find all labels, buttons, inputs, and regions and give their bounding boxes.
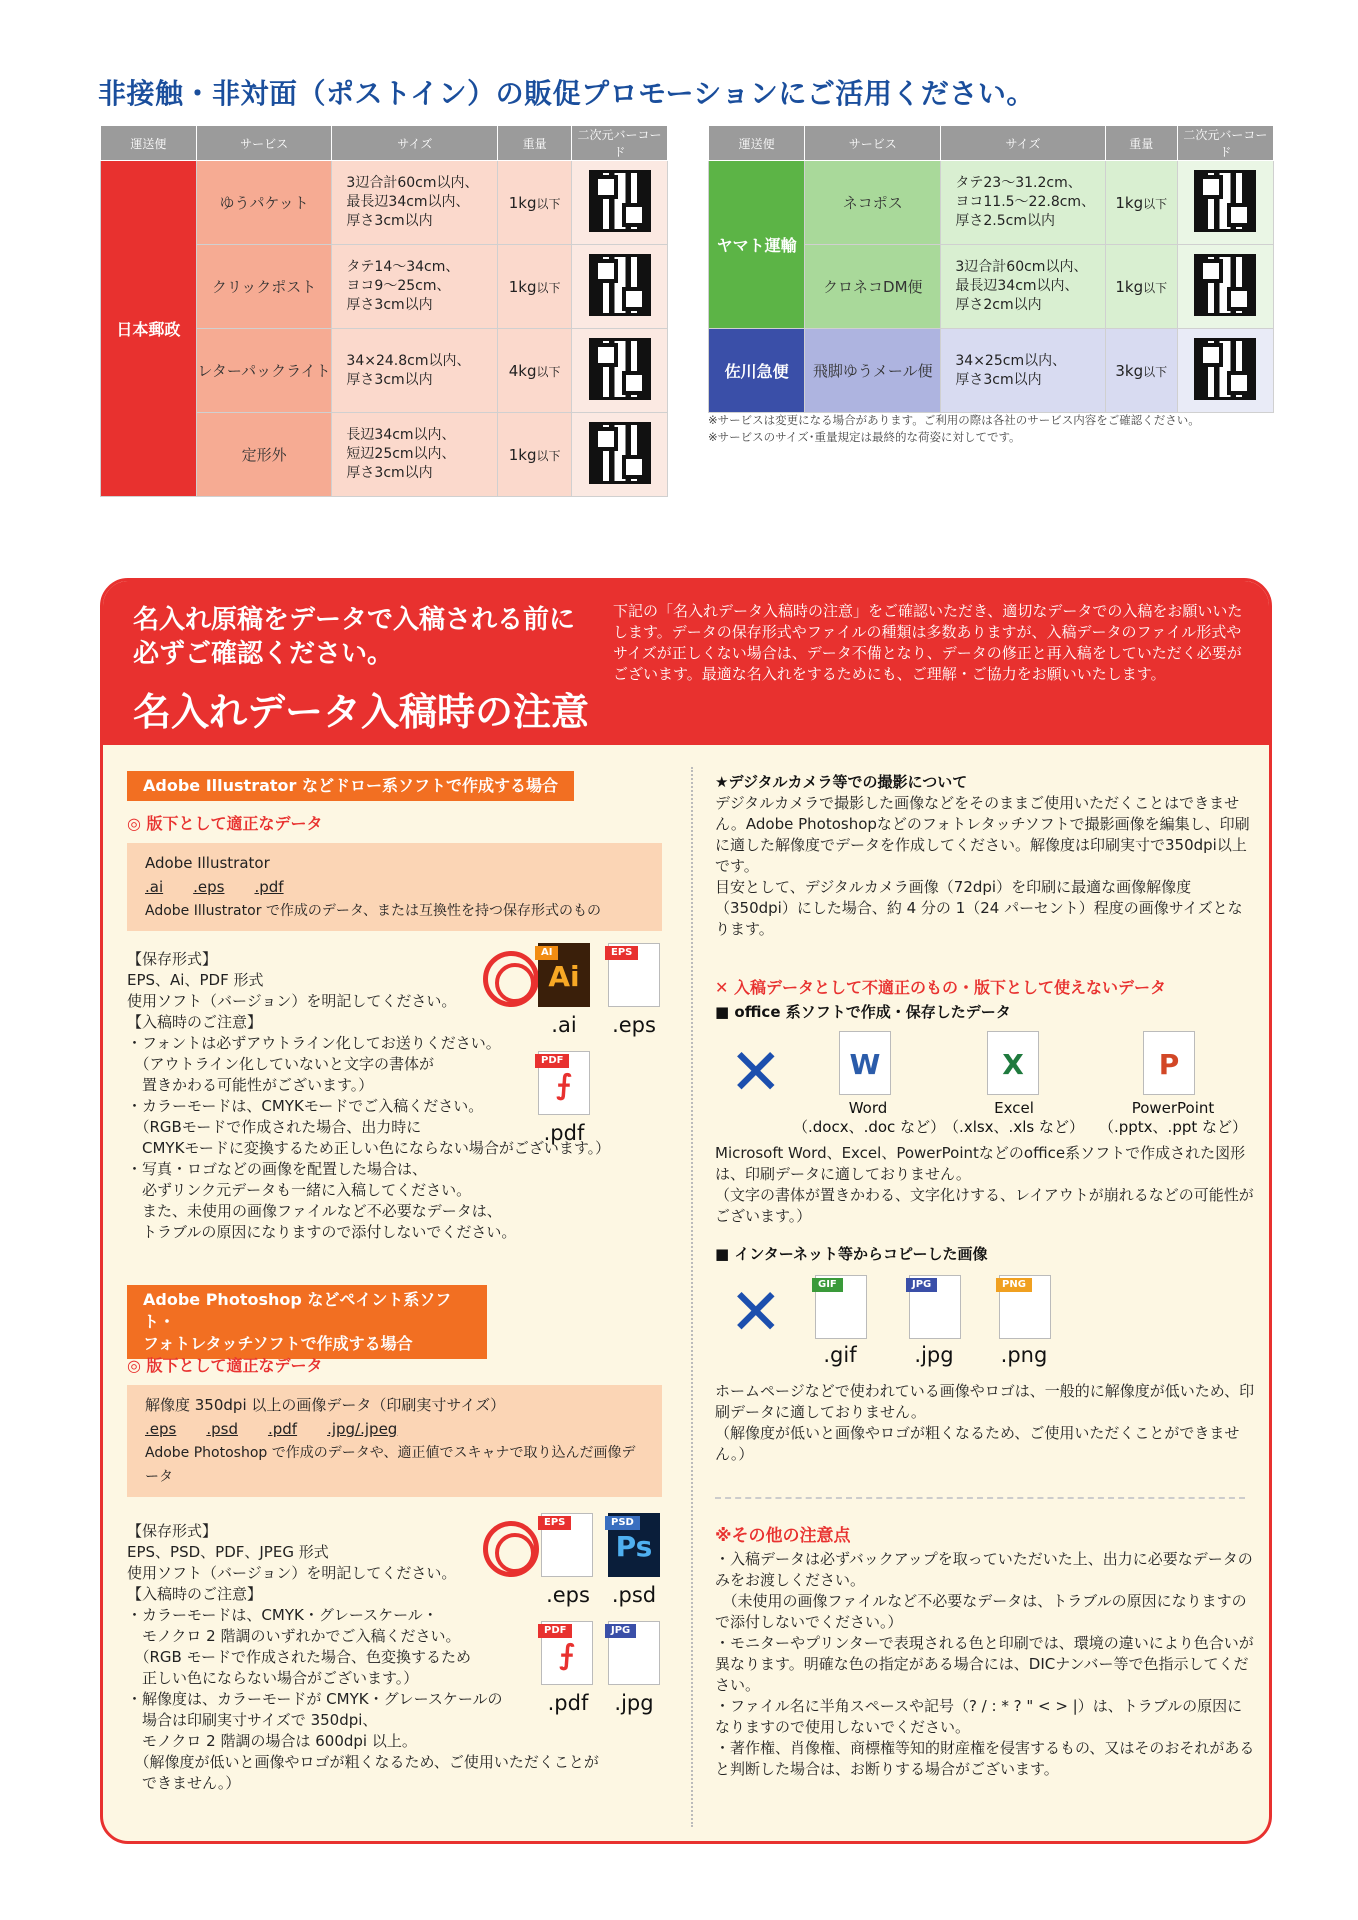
header-service: サービス	[196, 126, 332, 161]
photoshop-ext-list: .eps .psd .pdf .jpg/.jpeg	[145, 1420, 398, 1438]
qr-code-icon	[1194, 254, 1256, 316]
header-service: サービス	[805, 126, 941, 161]
powerpoint-file-icon: P	[1143, 1031, 1195, 1095]
caution-panel	[100, 578, 1272, 1844]
word-label: Word （.docx、.doc など）	[793, 1099, 946, 1136]
illustrator-format-box: Adobe Illustrator .ai .eps .pdf Adobe Illustrator で作成のデータ、または互換性を持つ保存形式のもの	[127, 843, 662, 931]
other-body: ・入稿データは必ずバックアップを取っていただいた上、出力に必要なデータのみをお渡しください。 （未使用の画像ファイルなど不必要なデータは、トラブルの原因になりますので添付しないでください。） ・モニターやプリンターで表現される色と印刷では、環境の違いにより色合いが異なります。明確な色の指定がある場合には、DICナンバー等で色指示してください。 ・ファイル名に半角スペースや記号（? / : * ? " < > |）は、トラブルの原因になりますので使用しないでください。 ・著作権、肖像権、商標権等知的財産権を侵害するもの、又はそのおそれがあると判断した場合は、お断りする場合がございます。	[715, 1550, 1255, 1778]
ng-x-icon: ✕	[729, 1036, 783, 1110]
qr-code[interactable]	[572, 413, 668, 497]
yamato-sagawa-table	[708, 125, 1274, 413]
header-barcode: 二次元バーコード	[1177, 126, 1273, 161]
service-notes: ※サービスは変更になる場合があります。ご利用の際は各社のサービス内容をご確認ください。 ※サービスのサイズ･重量規定は最終的な荷姿に対してです。	[708, 413, 1200, 444]
size-cell: 34×25cm以内、 厚さ3cm以内	[941, 329, 1105, 413]
carrier-japanpost: 日本郵政	[101, 161, 197, 497]
header-weight: 重量	[498, 126, 572, 161]
photoshop-section-bar: Adobe Photoshop などペイント系ソフト・ フォトレタッチソフトで作成する場合	[127, 1285, 487, 1359]
header-carrier: 運送便	[709, 126, 805, 161]
powerpoint-label: PowerPoint （.pptx、.ppt など）	[1098, 1099, 1248, 1136]
service-name: クリックポスト	[196, 245, 332, 329]
png-file-icon: PNG	[999, 1275, 1051, 1339]
excel-label: Excel （.xlsx、.xls など）	[944, 1099, 1084, 1136]
web-body: ホームページなどで使われている画像やロゴは、一般的に解像度が低いため、印刷データに適しておりません。 （解像度が低いと画像やロゴが粗くなるため、ご使用いただくことができません。）	[715, 1382, 1255, 1463]
office-title: ■ office 系ソフトで作成・保存したデータ	[715, 1003, 1011, 1021]
gif-file-icon: GIF	[815, 1275, 867, 1339]
weight-cell: 1kg以下	[498, 413, 572, 497]
camera-body: デジタルカメラで撮影した画像などをそのままご使用いただくことはできません。Adobe Photoshopなどのフォトレタッチソフトで撮影画像を編集し、印刷に適した解像度でデータを作成してください。解像度は印刷実寸で350dpi以上です。 目安として、デジタルカメラ画像（72dpi）を印刷に最適な画像解像度（350dpi）にした場合、約 4 分の 1（24 パーセント）程度の画像サイズとなります。	[715, 794, 1250, 938]
header-barcode: 二次元バーコード	[572, 126, 668, 161]
ok-ring-icon	[483, 951, 539, 1007]
size-cell: タテ14～34cm、 ヨコ9～25cm、 厚さ3cm以内	[332, 245, 498, 329]
illustrator-subtitle: ◎ 版下として適正なデータ	[127, 814, 323, 833]
column-divider	[691, 767, 693, 1827]
pdf-ext-label: .pdf	[543, 1121, 585, 1145]
jpg-ext-label: .jpg	[614, 1691, 654, 1715]
size-cell: 長辺34cm以内、 短辺25cm以内、 厚さ3cm以内	[332, 413, 498, 497]
qr-code[interactable]	[1177, 161, 1273, 245]
png-ext-label: .png	[1000, 1343, 1048, 1367]
weight-cell: 1kg以下	[498, 161, 572, 245]
qr-code[interactable]	[572, 245, 668, 329]
japanpost-table	[100, 125, 668, 497]
illustrator-body: 【保存形式】 EPS、Ai、PDF 形式 使用ソフト（バージョン）を明記してください。 【入稿時のご注意】 ・フォントは必ずアウトライン化してお送りください。 （アウトライン化していないと文字の書体が 置きかわる可能性がございます。） ・カラーモードは、CMYKモードでご入稿ください。 （RGBモードで作成された場合、出力時に CMYKモードに変換するため正しい色にならない場合がございます。） ・写真・ロゴなどの画像を配置した場合は、 必ずリンク元データも一緒に入稿してください。 また、未使用の画像ファイルなど不必要なデータは、 トラブルの原因になりますので添付しないでください。	[127, 950, 611, 1241]
photoshop-format-box: 解像度 350dpi 以上の画像データ（印刷実寸サイズ） .eps .psd .pdf .jpg/.jpeg Adobe Photoshop で作成のデータや、適正値でスキャナで取り込んだ画像データ	[127, 1385, 662, 1497]
header-weight: 重量	[1105, 126, 1177, 161]
ok-ring-icon	[483, 1521, 539, 1577]
qr-code[interactable]	[1177, 245, 1273, 329]
panel-heading: 名入れ原稿をデータで入稿される前に 必ずご確認ください。	[133, 605, 576, 669]
section-divider	[715, 1497, 1245, 1499]
ai-ext-label: .ai	[551, 1013, 577, 1037]
weight-cell: 1kg以下	[1105, 245, 1177, 329]
eps-file-icon: EPS	[608, 943, 660, 1007]
carrier-sagawa: 佐川急便	[709, 329, 805, 413]
carrier-yamato: ヤマト運輸	[709, 161, 805, 329]
camera-title: ★デジタルカメラ等での撮影について	[715, 773, 968, 791]
ng-title: ✕ 入稿データとして不適正のもの・版下として使えないデータ	[715, 978, 1166, 997]
jpg-ext-label: .jpg	[914, 1343, 954, 1367]
qr-code-icon	[589, 338, 651, 400]
qr-code-icon	[1194, 170, 1256, 232]
weight-cell: 4kg以下	[498, 329, 572, 413]
service-name: レターパックライト	[196, 329, 332, 413]
header-size: サイズ	[941, 126, 1105, 161]
psd-ext-label: .psd	[611, 1583, 657, 1607]
illustrator-ext-list: .ai .eps .pdf	[145, 878, 284, 896]
weight-cell: 1kg以下	[498, 245, 572, 329]
service-name: ゆうパケット	[196, 161, 332, 245]
pdf-file-icon: PDF ⨍	[538, 1051, 590, 1115]
size-cell: 3辺合計60cm以内、 最長辺34cm以内、 厚さ3cm以内	[332, 161, 498, 245]
pdf-ext-label: .pdf	[547, 1691, 589, 1715]
qr-code[interactable]	[572, 161, 668, 245]
pdf-file-icon: PDF ⨍	[541, 1621, 593, 1685]
service-name: ネコポス	[805, 161, 941, 245]
jpg-file-icon: JPG	[608, 1621, 660, 1685]
qr-code-icon	[1194, 338, 1256, 400]
service-name: 飛脚ゆうメール便	[805, 329, 941, 413]
illustrator-section-bar: Adobe Illustrator などドロー系ソフトで作成する場合	[127, 771, 574, 801]
excel-file-icon: X	[987, 1031, 1039, 1095]
weight-cell: 3kg以下	[1105, 329, 1177, 413]
eps-ext-label: .eps	[546, 1583, 590, 1607]
eps-file-icon: EPS	[541, 1513, 593, 1577]
psd-file-icon: PSD Ps	[608, 1513, 660, 1577]
qr-code-icon	[589, 170, 651, 232]
qr-code-icon	[589, 254, 651, 316]
qr-code-icon	[589, 422, 651, 484]
photoshop-subtitle: ◎ 版下として適正なデータ	[127, 1356, 323, 1375]
size-cell: タテ23～31.2cm、 ヨコ11.5～22.8cm、 厚さ2.5cm以内	[941, 161, 1105, 245]
qr-code[interactable]	[1177, 329, 1273, 413]
panel-description: 下記の「名入れデータ入稿時の注意」をご確認いただき、適切なデータでの入稿をお願いいたします。データの保存形式やファイルの種類は多数ありますが、入稿データのファイル形式やサイズが正しくない場合は、データ不備となり、データの修正と再入稿をしていただく必要がございます。最適な名入れをするためにも、ご理解・ご協力をお願いいたします。	[613, 602, 1243, 683]
panel-header	[103, 581, 1269, 745]
gif-ext-label: .gif	[823, 1343, 857, 1367]
other-title: ※その他の注意点	[715, 1526, 851, 1546]
page-title: 非接触・非対面（ポストイン）の販促プロモーションにご活用ください。	[98, 77, 1035, 110]
eps-ext-label: .eps	[612, 1013, 656, 1037]
web-title: ■ インターネット等からコピーした画像	[715, 1245, 988, 1263]
header-size: サイズ	[332, 126, 498, 161]
ng-x-icon: ✕	[729, 1276, 783, 1350]
ai-file-icon: AI Ai	[538, 943, 590, 1007]
size-cell: 34×24.8cm以内、 厚さ3cm以内	[332, 329, 498, 413]
weight-cell: 1kg以下	[1105, 161, 1177, 245]
word-file-icon: W	[839, 1031, 891, 1095]
service-name: 定形外	[196, 413, 332, 497]
size-cell: 3辺合計60cm以内、 最長辺34cm以内、 厚さ2cm以内	[941, 245, 1105, 329]
panel-title: 名入れデータ入稿時の注意	[133, 690, 590, 734]
office-body: Microsoft Word、Excel、PowerPointなどのoffice系ソフトで作成された図形は、印刷データに適しておりません。 （文字の書体が置きかわる、文字化けする、レイアウトが崩れるなどの可能性がございます。）	[715, 1144, 1254, 1225]
photoshop-body: 【保存形式】 EPS、PSD、PDF、JPEG 形式 使用ソフト（バージョン）を明記してください。 【入稿時のご注意】 ・カラーモードは、CMYK・グレースケール・ モノクロ 2 階調のいずれかでご入稿ください。 （RGB モードで作成された場合、色変換するため 正しい色にならない場合がございます。） ・解像度は、カラーモードが CMYK・グレースケールの 場合は印刷実寸サイズで 350dpi、 モノクロ 2 階調の場合は 600dpi 以上。 （解像度が低いと画像やロゴが粗くなるため、ご使用いただくことが できません。）	[127, 1522, 599, 1792]
qr-code[interactable]	[572, 329, 668, 413]
service-name: クロネコDM便	[805, 245, 941, 329]
header-carrier: 運送便	[101, 126, 197, 161]
jpg-file-icon: JPG	[909, 1275, 961, 1339]
